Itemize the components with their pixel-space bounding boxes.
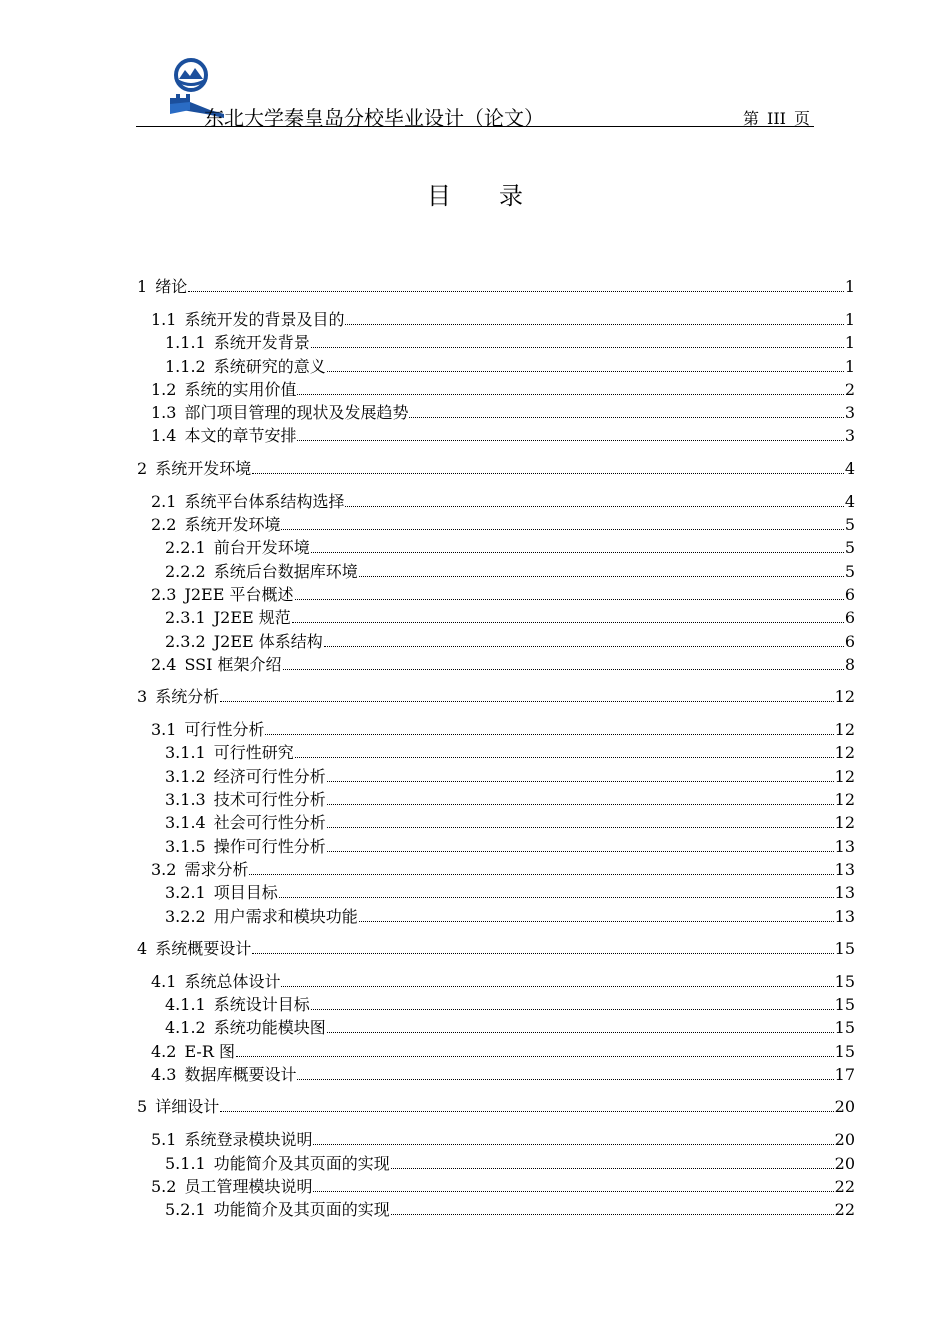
toc-entry-page: 20 [834,1097,855,1117]
toc-entry[interactable] [137,401,855,424]
toc-entry-number: 2.2 [151,515,177,535]
toc-entry-title: 系统登录模块说明 [184,1130,313,1150]
toc-dot-leader [324,646,844,647]
toc-dot-leader [409,417,843,418]
toc-entry[interactable] [137,560,855,583]
toc-entry-title: 技术可行性分析 [213,790,326,810]
university-name: 东北大学秦皇岛分校毕业设计（论文） [204,106,544,130]
toc-entry[interactable] [137,937,855,961]
toc-dot-leader [279,897,834,898]
toc-entry[interactable] [137,905,855,928]
toc-entry-page: 12 [834,790,855,810]
toc-dot-leader [297,394,843,395]
toc-entry-page: 15 [834,938,855,958]
toc-entry-page: 15 [834,1018,855,1038]
toc-entry-title: 系统开发的背景及目的 [184,310,345,329]
toc-entry-page: 22 [834,1176,855,1196]
toc-entry-title: 系统功能模块图 [213,1018,326,1038]
toc-entry-page: 8 [844,654,855,674]
toc-entry-number: 5.2.1 [165,1200,206,1220]
toc-dot-leader [265,734,833,735]
toc-entry-number: 4.1 [151,971,177,991]
page-header [136,58,814,128]
toc-entry-number: 5.1.1 [165,1153,206,1173]
toc-entry-number: 2.2.2 [165,561,206,581]
toc-dot-leader [295,599,844,600]
toc-entry-number: 5.2 [151,1176,177,1196]
toc-entry-number: 3 [137,687,148,707]
toc-entry-number: 5.1 [151,1130,177,1150]
toc-entry[interactable] [137,1175,855,1198]
toc-entry-title: 前台开发环境 [213,538,310,558]
toc-entry-title: E-R 图 [184,1041,235,1061]
toc-entry-number: 1.4 [151,426,177,446]
toc-entry[interactable] [137,685,855,709]
toc-entry-number: 3.1.3 [165,790,206,810]
toc-entry-page: 13 [834,836,855,856]
toc-entry-number: 3.1.2 [165,766,206,786]
toc-entry-page: 13 [834,859,855,879]
toc-entry-title: 经济可行性分析 [213,766,326,786]
toc-entry-title: 系统后台数据库环境 [213,561,358,581]
toc-entry-number: 1.1.2 [165,356,206,376]
page-prefix: 第 [743,109,760,128]
toc-entry-title: 部门项目管理的现状及发展趋势 [184,403,409,423]
toc-dot-leader [252,953,833,954]
toc-dot-leader [281,529,843,530]
toc-entry-page: 5 [844,515,855,535]
toc-entry-page: 6 [844,584,855,604]
toc-entry-number: 4.3 [151,1065,177,1085]
toc-entry-page: 1 [844,333,855,353]
toc-entry-page: 17 [834,1065,855,1085]
toc-entry[interactable] [137,1016,855,1039]
toc-dot-leader [327,827,834,828]
toc-entry-page: 13 [834,883,855,903]
toc-entry-page: 15 [834,971,855,991]
toc-entry-title: 员工管理模块说明 [184,1176,313,1196]
toc-entry[interactable] [137,765,855,788]
toc-entry[interactable] [137,993,855,1016]
toc-dot-leader [281,986,833,987]
toc-dot-leader [252,473,844,474]
toc-entry-title: 系统开发背景 [213,333,310,353]
toc-entry-number: 4.1.1 [165,995,206,1015]
toc-entry-page: 1 [844,277,855,296]
toc-dot-leader [297,1079,833,1080]
toc-entry-number: 1 [137,277,148,296]
toc-entry[interactable] [137,457,855,481]
toc-entry-page: 5 [844,538,855,558]
toc-dot-leader [297,440,843,441]
toc-entry-number: 3.1.1 [165,743,206,763]
toc-entry-page: 12 [834,766,855,786]
toc-entry-page: 1 [844,310,855,329]
toc-entry-title: 可行性研究 [213,743,294,763]
toc-entry[interactable] [137,1063,855,1086]
toc-entry-title: 详细设计 [155,1097,220,1117]
toc-entry[interactable] [137,308,855,331]
toc-dot-leader [359,921,834,922]
toc-entry-page: 4 [844,491,855,511]
toc-dot-leader [327,1032,834,1033]
toc-entry-page: 4 [844,458,855,478]
toc-entry-title: J2EE 平台概述 [184,584,294,604]
toc-entry-title: 用户需求和模块功能 [213,906,358,926]
page-roman: III [767,109,786,128]
toc-entry-title: 绪论 [155,277,188,296]
toc-entry-page: 6 [844,608,855,628]
header-rule [136,126,814,127]
toc-dot-leader [313,1144,833,1145]
toc-entry[interactable] [137,1152,855,1175]
toc-entry-page: 12 [834,743,855,763]
toc-entry[interactable] [137,490,855,513]
toc-dot-leader [311,347,844,348]
toc-entry[interactable] [137,275,855,299]
toc-entry-page: 6 [844,631,855,651]
toc-entry-title: 数据库概要设计 [184,1065,297,1085]
toc-entry-page: 15 [834,1041,855,1061]
toc-entry-title: 需求分析 [184,859,249,879]
toc-dot-leader [311,1009,834,1010]
toc-entry[interactable] [137,630,855,653]
toc-entry-number: 3.2.1 [165,883,206,903]
toc-dot-leader [295,757,834,758]
toc-entry-title: 项目目标 [213,883,278,903]
toc-entry-number: 2.2.1 [165,538,206,558]
toc-entry-number: 3.2.2 [165,906,206,926]
toc-entry-number: 1.2 [151,379,177,399]
toc-dot-leader [292,622,844,623]
toc-entry-title: 系统平台体系结构选择 [184,491,345,511]
toc-entry-number: 4 [137,938,148,958]
toc-entry-number: 2.3 [151,584,177,604]
toc-entry[interactable] [137,788,855,811]
toc-entry-title: 本文的章节安排 [184,426,297,446]
toc-entry[interactable] [137,741,855,764]
toc-entry-title: J2EE 体系结构 [213,631,323,651]
toc-entry[interactable] [137,653,855,676]
toc-dot-leader [220,1111,833,1112]
toc-entry-title: 可行性分析 [184,720,265,740]
toc-entry[interactable] [137,378,855,401]
toc-entry-page: 3 [844,403,855,423]
toc-entry-page: 22 [834,1200,855,1220]
toc-entry-title: 系统分析 [155,687,220,707]
toc-entry-title: 系统设计目标 [213,995,310,1015]
toc-entry-title: J2EE 规范 [213,608,291,628]
toc-entry-number: 1.1 [151,310,177,329]
toc-entry-title: 系统开发环境 [184,515,281,535]
toc-entry[interactable] [137,1198,855,1221]
toc-entry-page: 5 [844,561,855,581]
toc-entry-page: 12 [834,687,855,707]
toc-entry[interactable] [137,536,855,559]
toc-dot-leader [327,804,834,805]
toc-entry-number: 2.4 [151,654,177,674]
toc-entry[interactable] [137,1095,855,1119]
toc-entry-title: 社会可行性分析 [213,813,326,833]
toc-entry-title: SSI 框架介绍 [184,654,282,674]
toc-entry[interactable] [137,355,855,378]
toc-dot-leader [345,506,843,507]
toc-dot-leader [327,371,844,372]
toc-entry[interactable] [137,513,855,536]
toc-entry-page: 1 [844,356,855,376]
toc-entry[interactable] [137,583,855,606]
toc-entry-number: 3.1 [151,720,177,740]
toc-entry-number: 3.1.4 [165,813,206,833]
toc-entry-number: 2 [137,458,148,478]
toc-dot-leader [188,291,844,292]
toc-entry-number: 2.1 [151,491,177,511]
toc-entry[interactable] [137,1128,855,1151]
toc-entry[interactable] [137,718,855,741]
toc-entry-number: 4.1.2 [165,1018,206,1038]
toc-entry-number: 1.1.1 [165,333,206,353]
toc-entry[interactable] [137,881,855,904]
toc-dot-leader [327,851,834,852]
toc-dot-leader [220,701,833,702]
toc-entry[interactable] [137,835,855,858]
toc-dot-leader [283,669,844,670]
toc-entry-page: 15 [834,995,855,1015]
toc-entry-number: 2.3.1 [165,608,206,628]
toc-entry-title: 系统概要设计 [155,938,252,958]
toc-entry[interactable] [137,606,855,629]
toc-entry-page: 2 [844,379,855,399]
page-suffix: 页 [793,109,810,128]
toc-entry-page: 13 [834,906,855,926]
toc-dot-leader [391,1214,834,1215]
toc-entry-title: 操作可行性分析 [213,836,326,856]
toc-dot-leader [236,1056,834,1057]
toc-entry-title: 系统总体设计 [184,971,281,991]
toc-entry-title: 功能简介及其页面的实现 [213,1200,390,1220]
toc-entry-number: 1.3 [151,403,177,423]
toc-entry[interactable] [137,1040,855,1063]
toc-entry-page: 12 [834,813,855,833]
toc-dot-leader [359,576,844,577]
toc-dot-leader [249,874,833,875]
toc-dot-leader [313,1191,833,1192]
toc-entry-title: 系统研究的意义 [213,356,326,376]
toc-entry-page: 3 [844,426,855,446]
toc-entry[interactable] [137,331,855,354]
toc-dot-leader [327,781,834,782]
toc-entry-number: 3.2 [151,859,177,879]
toc-entry-number: 4.2 [151,1041,177,1061]
toc-entry[interactable] [137,424,855,447]
toc-entry[interactable] [137,811,855,834]
toc-entry-number: 3.1.5 [165,836,206,856]
table-of-contents [137,275,855,1222]
toc-dot-leader [391,1168,834,1169]
toc-entry-page: 20 [834,1153,855,1173]
page-title: 目录 [427,182,571,210]
toc-entry-number: 2.3.2 [165,631,206,651]
toc-entry-page: 20 [834,1130,855,1150]
toc-entry-number: 5 [137,1097,148,1117]
toc-entry[interactable] [137,970,855,993]
toc-dot-leader [311,552,844,553]
toc-entry-title: 功能简介及其页面的实现 [213,1153,390,1173]
toc-entry-title: 系统的实用价值 [184,379,297,399]
toc-entry-page: 12 [834,720,855,740]
toc-entry-title: 系统开发环境 [155,458,252,478]
toc-entry[interactable] [137,858,855,881]
toc-dot-leader [345,324,843,325]
